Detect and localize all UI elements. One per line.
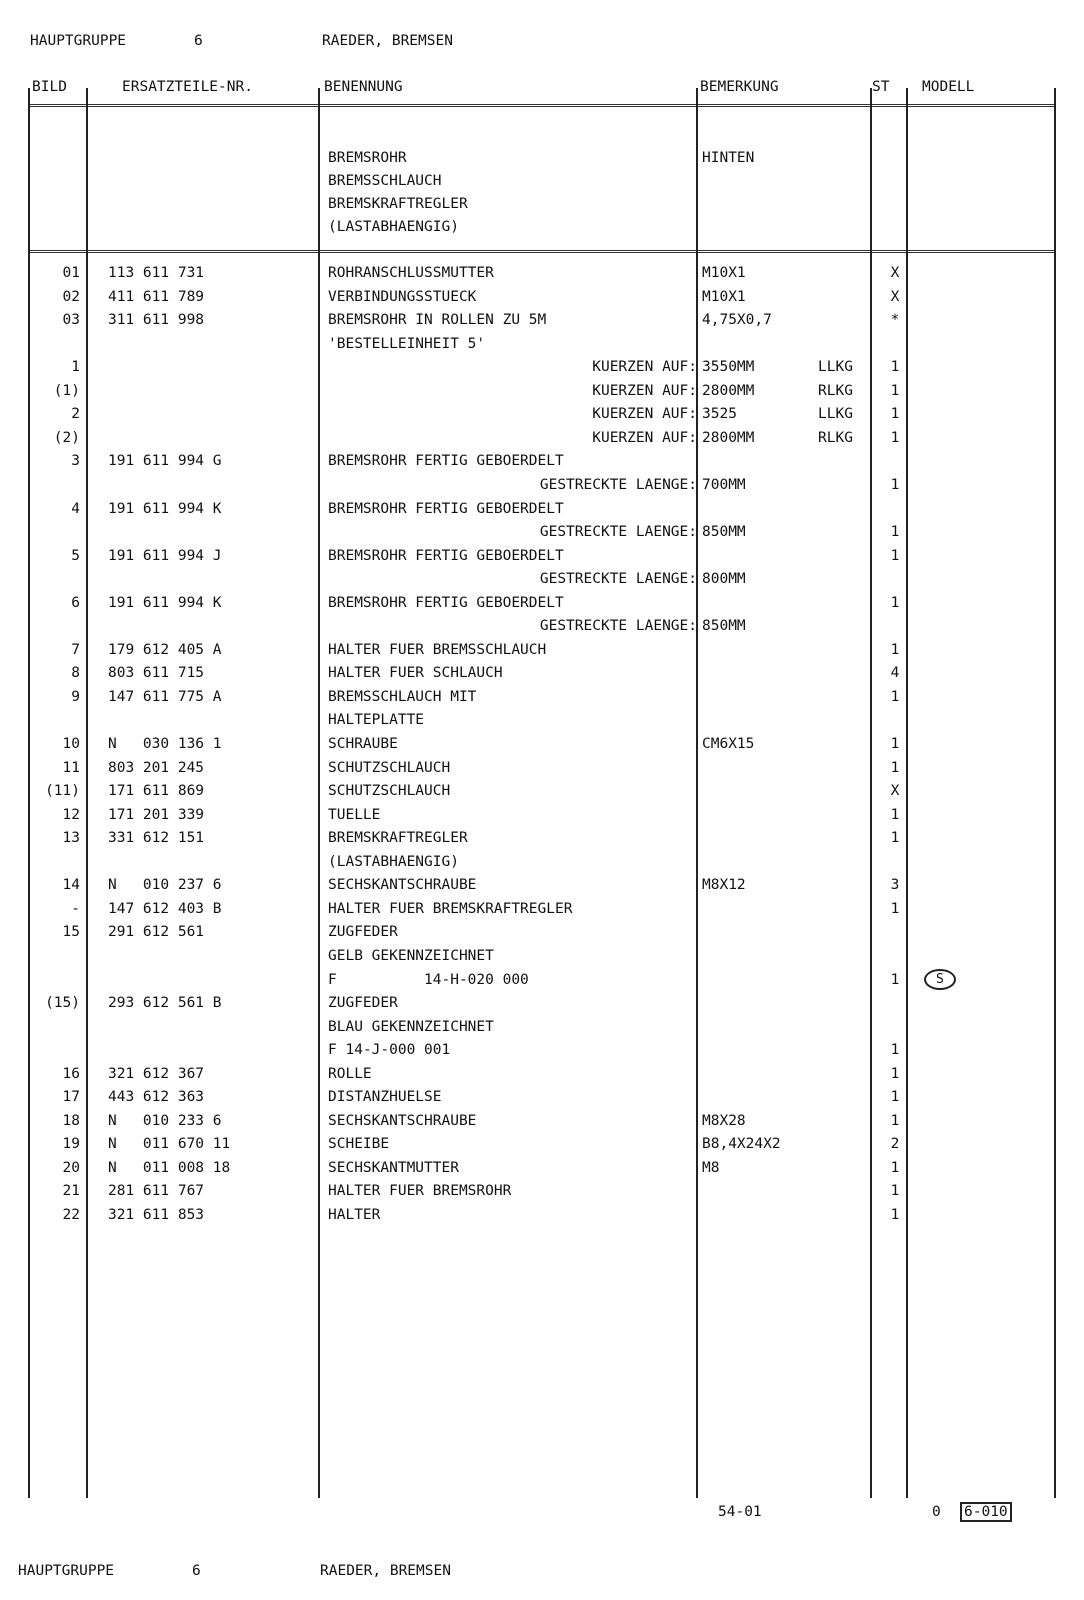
cell-stueck: 1 bbox=[890, 524, 900, 541]
table-row bbox=[0, 945, 1084, 968]
cell-bemerkung: 4,75X0,7 bbox=[702, 312, 772, 329]
cell-bild: 1 bbox=[71, 359, 80, 376]
cell-part-number: N 010 237 6 bbox=[108, 877, 222, 894]
table-row bbox=[0, 450, 1084, 473]
cell-bild: 15 bbox=[62, 924, 80, 941]
cell-benennung: ZUGFEDER bbox=[328, 995, 398, 1012]
cell-stueck: 1 bbox=[890, 641, 900, 658]
cell-benennung: BREMSROHR FERTIG GEBOERDELT bbox=[328, 500, 564, 517]
cell-benennung: KUERZEN AUF: bbox=[592, 359, 697, 376]
cell-bild: 4 bbox=[71, 500, 80, 517]
cell-benennung: DISTANZHUELSE bbox=[328, 1089, 442, 1106]
cell-part-number: 191 611 994 K bbox=[108, 500, 222, 517]
cell-bild: 10 bbox=[62, 736, 80, 752]
cell-benennung: SCHUTZSCHLAUCH bbox=[328, 783, 451, 800]
cell-part-number: 293 612 561 B bbox=[108, 995, 222, 1012]
table-row bbox=[0, 733, 1084, 756]
table-row bbox=[0, 1086, 1084, 1109]
cell-bemerkung: 3550MM bbox=[702, 359, 755, 376]
page-reference: 6-010 bbox=[960, 1501, 1012, 1524]
table-row bbox=[0, 403, 1084, 426]
cell-bild: (15) bbox=[45, 995, 80, 1012]
cell-benennung: HALTER FUER BREMSKRAFTREGLER bbox=[328, 900, 573, 917]
table-row bbox=[0, 686, 1084, 709]
cell-stueck: X bbox=[890, 783, 900, 800]
cell-benennung: GESTRECKTE LAENGE: bbox=[539, 618, 697, 635]
col-header-nr: ERSATZTEILE-NR. bbox=[122, 79, 253, 95]
cell-bemerkung: 2800MM bbox=[702, 382, 755, 399]
cell-benennung: BREMSROHR FERTIG GEBOERDELT bbox=[328, 453, 564, 470]
cell-bild: 17 bbox=[62, 1089, 80, 1106]
cell-benennung: SCHUTZSCHLAUCH bbox=[328, 759, 451, 776]
cell-stueck: 1 bbox=[890, 1065, 900, 1082]
cell-part-number: N 011 008 18 bbox=[108, 1159, 231, 1176]
cell-stueck: 1 bbox=[890, 1112, 900, 1129]
cell-benennung: BREMSKRAFTREGLER bbox=[328, 830, 468, 847]
cell-bemerkung: M8X12 bbox=[702, 877, 746, 894]
cell-benennung: ROHRANSCHLUSSMUTTER bbox=[328, 265, 494, 281]
table-row bbox=[0, 380, 1084, 403]
cell-benennung: SECHSKANTSCHRAUBE bbox=[328, 877, 477, 894]
cell-part-number: 331 612 151 bbox=[108, 830, 205, 847]
group-label: HAUPTGRUPPE bbox=[30, 33, 127, 49]
cell-part-number: 291 612 561 bbox=[108, 924, 205, 941]
table-row bbox=[0, 921, 1084, 944]
cell-benennung: HALTER bbox=[328, 1207, 381, 1223]
cell-stueck: 1 bbox=[890, 688, 900, 705]
cell-stueck: 1 bbox=[890, 759, 900, 776]
table-row bbox=[0, 1180, 1084, 1203]
col-header-bemerkung: BEMERKUNG bbox=[700, 79, 779, 95]
cell-benennung: GESTRECKTE LAENGE: bbox=[539, 476, 697, 493]
cell-benennung: SECHSKANTMUTTER bbox=[328, 1159, 459, 1176]
cell-bemerkung-variant: LLKG bbox=[818, 406, 853, 423]
cell-bemerkung: M10X1 bbox=[702, 288, 746, 305]
intro-line: BREMSROHR bbox=[328, 150, 407, 166]
cell-benennung: HALTEPLATTE bbox=[328, 712, 425, 729]
cell-benennung: HALTER FUER BREMSROHR bbox=[328, 1183, 512, 1200]
table-row bbox=[0, 333, 1084, 356]
cell-bemerkung: M10X1 bbox=[702, 265, 746, 281]
col-header-st: ST bbox=[872, 79, 890, 95]
cell-part-number: 147 611 775 A bbox=[108, 688, 222, 705]
cell-bemerkung: 700MM bbox=[702, 476, 746, 493]
cell-stueck: 1 bbox=[890, 382, 900, 399]
cell-part-number: 171 201 339 bbox=[108, 806, 205, 823]
table-row bbox=[0, 474, 1084, 497]
table-row bbox=[0, 1133, 1084, 1156]
table-row bbox=[0, 262, 1084, 285]
intro-line: BREMSKRAFTREGLER bbox=[328, 196, 468, 212]
cell-bemerkung: 850MM bbox=[702, 524, 746, 541]
cell-stueck: 1 bbox=[890, 406, 900, 423]
cell-bild: 19 bbox=[62, 1136, 80, 1153]
cell-part-number: 311 611 998 bbox=[108, 312, 205, 329]
cell-bild: - bbox=[71, 900, 80, 917]
cell-bild: 9 bbox=[71, 688, 80, 705]
cell-benennung: GESTRECKTE LAENGE: bbox=[539, 524, 697, 541]
table-row bbox=[0, 592, 1084, 615]
cell-bemerkung-variant: LLKG bbox=[818, 359, 853, 376]
cell-bild: 22 bbox=[62, 1207, 80, 1223]
table-row bbox=[0, 851, 1084, 874]
cell-stueck: * bbox=[890, 312, 900, 329]
cell-benennung: GESTRECKTE LAENGE: bbox=[539, 571, 697, 588]
page-code: 54-01 bbox=[718, 1504, 762, 1520]
cell-bemerkung-variant: RLKG bbox=[818, 382, 853, 399]
cell-benennung: KUERZEN AUF: bbox=[592, 429, 697, 446]
table-row bbox=[0, 568, 1084, 591]
table-row bbox=[0, 662, 1084, 685]
cell-bemerkung: M8 bbox=[702, 1159, 720, 1176]
cell-stueck: 1 bbox=[890, 736, 900, 752]
table-row bbox=[0, 757, 1084, 780]
table-row bbox=[0, 427, 1084, 450]
cell-stueck: 1 bbox=[890, 1089, 900, 1106]
cell-bild: (11) bbox=[45, 783, 80, 800]
table-row bbox=[0, 286, 1084, 309]
cell-bemerkung: 800MM bbox=[702, 571, 746, 588]
cell-stueck: 1 bbox=[890, 594, 900, 611]
cell-stueck: 1 bbox=[890, 1183, 900, 1200]
cell-bild: 8 bbox=[71, 665, 80, 682]
page-prefix: 0 bbox=[932, 1504, 941, 1520]
cell-bild: (1) bbox=[53, 382, 80, 399]
table-row bbox=[0, 309, 1084, 332]
table-row bbox=[0, 545, 1084, 568]
cell-part-number: 113 611 731 bbox=[108, 265, 205, 281]
table-row bbox=[0, 356, 1084, 379]
intro-bemerkung: HINTEN bbox=[702, 150, 755, 166]
cell-bild: 13 bbox=[62, 830, 80, 847]
cell-bemerkung: 850MM bbox=[702, 618, 746, 635]
cell-modell: S bbox=[924, 969, 956, 990]
cell-stueck: 1 bbox=[890, 971, 900, 988]
cell-stueck: 2 bbox=[890, 1136, 900, 1153]
cell-part-number: 147 612 403 B bbox=[108, 900, 222, 917]
cell-benennung: BREMSROHR FERTIG GEBOERDELT bbox=[328, 547, 564, 564]
table-row bbox=[0, 874, 1084, 897]
cell-benennung: BLAU GEKENNZEICHNET bbox=[328, 1018, 494, 1035]
table-row bbox=[0, 827, 1084, 850]
cell-benennung: ROLLE bbox=[328, 1065, 372, 1082]
cell-stueck: 1 bbox=[890, 429, 900, 446]
cell-part-number: 443 612 363 bbox=[108, 1089, 205, 1106]
cell-part-number: 191 611 994 K bbox=[108, 594, 222, 611]
cell-stueck: 1 bbox=[890, 547, 900, 564]
cell-benennung: SCHRAUBE bbox=[328, 736, 398, 752]
cell-benennung: 'BESTELLEINHEIT 5' bbox=[328, 335, 486, 352]
cell-benennung: HALTER FUER SCHLAUCH bbox=[328, 665, 503, 682]
cell-part-number: 179 612 405 A bbox=[108, 641, 222, 658]
cell-part-number: 803 611 715 bbox=[108, 665, 205, 682]
table-row bbox=[0, 521, 1084, 544]
cell-bild: 02 bbox=[62, 288, 80, 305]
col-header-modell: MODELL bbox=[922, 79, 975, 95]
cell-bemerkung-variant: RLKG bbox=[818, 429, 853, 446]
cell-stueck: 1 bbox=[890, 1042, 900, 1059]
cell-part-number: 171 611 869 bbox=[108, 783, 205, 800]
header-separator bbox=[30, 104, 1056, 107]
bottom-group-number: 6 bbox=[192, 1563, 201, 1579]
section-separator bbox=[30, 250, 1056, 253]
bottom-group-label: HAUPTGRUPPE bbox=[18, 1563, 115, 1579]
table-row bbox=[0, 969, 1084, 992]
cell-benennung: TUELLE bbox=[328, 806, 381, 823]
cell-part-number: 411 611 789 bbox=[108, 288, 205, 305]
cell-stueck: X bbox=[890, 288, 900, 305]
table-row bbox=[0, 1157, 1084, 1180]
cell-bemerkung: 2800MM bbox=[702, 429, 755, 446]
cell-bild: 18 bbox=[62, 1112, 80, 1129]
cell-benennung: (LASTABHAENGIG) bbox=[328, 853, 459, 870]
table-row bbox=[0, 1063, 1084, 1086]
cell-bemerkung: B8,4X24X2 bbox=[702, 1136, 781, 1153]
table-row bbox=[0, 780, 1084, 803]
cell-benennung: F 14-H-020 000 bbox=[328, 971, 529, 988]
cell-bild: 7 bbox=[71, 641, 80, 658]
cell-bemerkung: M8X28 bbox=[702, 1112, 746, 1129]
cell-bild: 21 bbox=[62, 1183, 80, 1200]
cell-benennung: KUERZEN AUF: bbox=[592, 382, 697, 399]
cell-benennung: BREMSROHR IN ROLLEN ZU 5M bbox=[328, 312, 547, 329]
cell-bild: 5 bbox=[71, 547, 80, 564]
cell-bild: (2) bbox=[53, 429, 80, 446]
intro-line: BREMSSCHLAUCH bbox=[328, 173, 442, 189]
group-number: 6 bbox=[194, 33, 203, 49]
cell-stueck: 1 bbox=[890, 830, 900, 847]
col-header-bild: BILD bbox=[32, 79, 67, 95]
cell-bild: 2 bbox=[71, 406, 80, 423]
cell-benennung: BREMSROHR FERTIG GEBOERDELT bbox=[328, 594, 564, 611]
cell-part-number: 321 611 853 bbox=[108, 1207, 205, 1223]
table-row bbox=[0, 1039, 1084, 1062]
col-header-benennung: BENENNUNG bbox=[324, 79, 403, 95]
cell-stueck: 4 bbox=[890, 665, 900, 682]
cell-part-number: N 011 670 11 bbox=[108, 1136, 231, 1153]
cell-stueck: 1 bbox=[890, 359, 900, 376]
cell-bild: 6 bbox=[71, 594, 80, 611]
cell-part-number: 191 611 994 J bbox=[108, 547, 222, 564]
cell-part-number: N 030 136 1 bbox=[108, 736, 222, 752]
cell-bild: 16 bbox=[62, 1065, 80, 1082]
cell-bild: 3 bbox=[71, 453, 80, 470]
table-row bbox=[0, 498, 1084, 521]
table-row bbox=[0, 804, 1084, 827]
cell-bemerkung: CM6X15 bbox=[702, 736, 755, 752]
cell-benennung: SCHEIBE bbox=[328, 1136, 390, 1153]
cell-benennung: SECHSKANTSCHRAUBE bbox=[328, 1112, 477, 1129]
cell-stueck: 1 bbox=[890, 1207, 900, 1223]
table-row bbox=[0, 898, 1084, 921]
table-row bbox=[0, 639, 1084, 662]
cell-part-number: 281 611 767 bbox=[108, 1183, 205, 1200]
cell-benennung: ZUGFEDER bbox=[328, 924, 398, 941]
cell-bild: 03 bbox=[62, 312, 80, 329]
table-row bbox=[0, 992, 1084, 1015]
cell-stueck: X bbox=[890, 265, 900, 281]
bottom-group-title: RAEDER, BREMSEN bbox=[320, 1563, 451, 1579]
cell-benennung: KUERZEN AUF: bbox=[592, 406, 697, 423]
cell-part-number: 803 201 245 bbox=[108, 759, 205, 776]
cell-part-number: 321 612 367 bbox=[108, 1065, 205, 1082]
cell-bild: 14 bbox=[62, 877, 80, 894]
cell-stueck: 1 bbox=[890, 806, 900, 823]
cell-bemerkung: 3525 bbox=[702, 406, 737, 423]
cell-part-number: N 010 233 6 bbox=[108, 1112, 222, 1129]
cell-bild: 11 bbox=[62, 759, 80, 776]
intro-line: (LASTABHAENGIG) bbox=[328, 219, 459, 235]
table-row bbox=[0, 1204, 1084, 1227]
cell-part-number: 191 611 994 G bbox=[108, 453, 222, 470]
cell-benennung: GELB GEKENNZEICHNET bbox=[328, 947, 494, 964]
table-row bbox=[0, 615, 1084, 638]
cell-stueck: 1 bbox=[890, 900, 900, 917]
table-row bbox=[0, 1110, 1084, 1133]
cell-stueck: 1 bbox=[890, 476, 900, 493]
cell-bild: 12 bbox=[62, 806, 80, 823]
cell-stueck: 3 bbox=[890, 877, 900, 894]
cell-bild: 20 bbox=[62, 1159, 80, 1176]
cell-benennung: BREMSSCHLAUCH MIT bbox=[328, 688, 477, 705]
cell-benennung: VERBINDUNGSSTUECK bbox=[328, 288, 477, 305]
cell-benennung: HALTER FUER BREMSSCHLAUCH bbox=[328, 641, 547, 658]
cell-benennung: F 14-J-000 001 bbox=[328, 1042, 451, 1059]
table-row bbox=[0, 1016, 1084, 1039]
cell-bild: 01 bbox=[62, 265, 80, 281]
table-row bbox=[0, 709, 1084, 732]
group-title: RAEDER, BREMSEN bbox=[322, 33, 453, 49]
cell-stueck: 1 bbox=[890, 1159, 900, 1176]
